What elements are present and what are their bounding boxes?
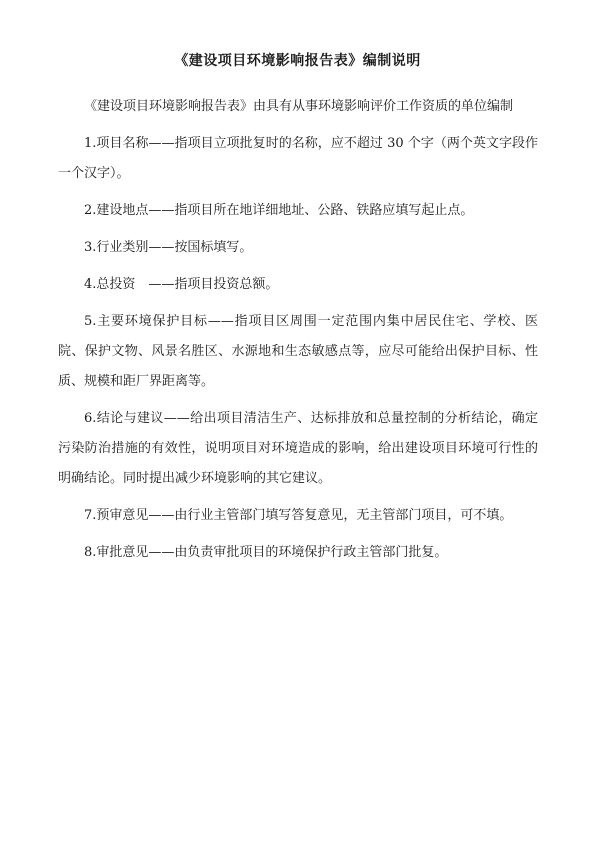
intro-paragraph: 《建设项目环境影响报告表》由具有从事环境影响评价工作资质的单位编制 <box>84 99 514 114</box>
item-total-investment: 4.总投资 ——指项目投资总额。 <box>84 277 279 292</box>
item-protection-targets: 5.主要环境保护目标——指项目区周围一定范围内集中居民住宅、学校、医院、保护文物、风景名胜区、水源地和生态敏感点等，应尽可能给出保护目标、性质、规模和距厂界距离等。 <box>58 314 538 389</box>
item-approval-opinion: 8.审批意见——由负责审批项目的环境保护行政主管部门批复。 <box>84 545 448 560</box>
document-body <box>58 92 538 575</box>
page-title: 《建设项目环境影响报告表》编制说明 <box>174 53 421 69</box>
item-preliminary-review: 7.预审意见——由行业主管部门填写答复意见，无主管部门项目，可不填。 <box>84 508 513 523</box>
item-industry-category: 3.行业类别——按国标填写。 <box>84 240 253 255</box>
item-project-name: 1.项目名称——指项目立项批复时的名称，应不超过 30 个字（两个英文字段作一个汉字）。 <box>58 136 538 181</box>
item-conclusions: 6.结论与建议——给出项目清洁生产、达标排放和总量控制的分析结论，确定污染防治措施的有效性，说明项目对环境造成的影响，给出建设项目环境可行性的明确结论。同时提出减少环境影响的其它建议。 <box>58 411 538 486</box>
item-construction-site: 2.建设地点——指项目所在地详细地址、公路、铁路应填写起止点。 <box>84 203 474 218</box>
